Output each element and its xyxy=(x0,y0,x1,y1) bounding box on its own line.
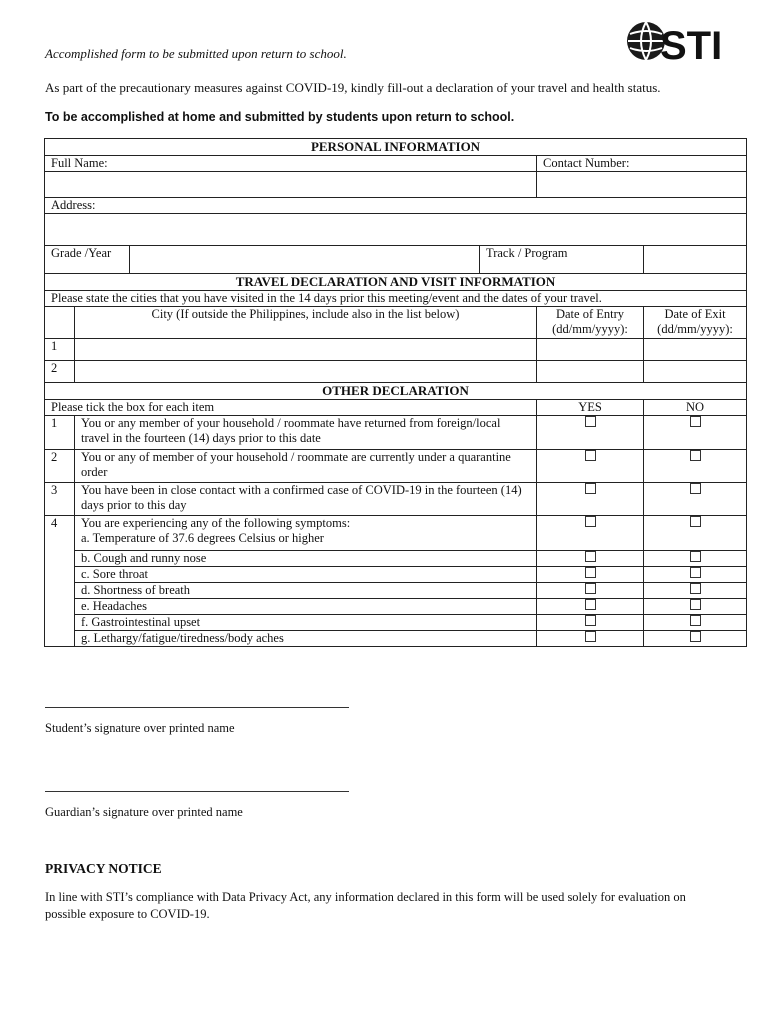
student-signature-line[interactable] xyxy=(45,707,349,708)
no-header: NO xyxy=(644,400,747,416)
full-name-field[interactable] xyxy=(45,172,537,198)
no-checkbox[interactable] xyxy=(644,615,747,631)
symptom-label: g. Lethargy/fatigue/tiredness/body aches xyxy=(75,631,537,647)
date-exit-field[interactable] xyxy=(644,339,747,361)
travel-instruction: Please state the cities that you have visited in the 14 days prior this meeting/event and the dates of your travel. xyxy=(45,291,747,307)
yes-checkbox[interactable] xyxy=(537,516,644,551)
symptom-label: b. Cough and runny nose xyxy=(75,551,537,567)
grade-year-field[interactable] xyxy=(130,246,480,274)
item-number: 4 xyxy=(45,516,75,647)
yes-checkbox[interactable] xyxy=(537,583,644,599)
yes-checkbox[interactable] xyxy=(537,416,644,450)
contact-number-field[interactable] xyxy=(537,172,747,198)
track-program-field[interactable] xyxy=(644,246,747,274)
personal-info-heading: PERSONAL INFORMATION xyxy=(45,139,747,156)
date-entry-header: Date of Entry (dd/mm/yyyy): xyxy=(537,307,644,339)
symptom-label: e. Headaches xyxy=(75,599,537,615)
yes-checkbox[interactable] xyxy=(537,450,644,483)
date-entry-field[interactable] xyxy=(537,339,644,361)
privacy-notice-title: PRIVACY NOTICE xyxy=(45,861,162,876)
bold-note: To be accomplished at home and submitted by students upon return to school. xyxy=(45,110,515,124)
item-text: You have been in close contact with a confirmed case of COVID-19 in the fourteen (14) days prior to this day xyxy=(75,483,537,516)
travel-row-number: 1 xyxy=(45,339,75,361)
grade-year-label: Grade /Year xyxy=(45,246,130,274)
other-declaration-heading: OTHER DECLARATION xyxy=(45,383,747,400)
item-text: You are experiencing any of the following symptoms: xyxy=(81,516,351,530)
no-checkbox[interactable] xyxy=(644,450,747,483)
yes-checkbox[interactable] xyxy=(537,551,644,567)
guardian-signature-line[interactable] xyxy=(45,791,349,792)
no-checkbox[interactable] xyxy=(644,567,747,583)
no-checkbox[interactable] xyxy=(644,416,747,450)
yes-checkbox[interactable] xyxy=(537,483,644,516)
symptom-label: a. Temperature of 37.6 degrees Celsius or higher xyxy=(81,531,324,545)
no-checkbox[interactable] xyxy=(644,516,747,551)
declaration-form xyxy=(44,138,747,647)
no-checkbox[interactable] xyxy=(644,483,747,516)
full-name-label: Full Name: xyxy=(45,156,537,172)
intro-text: As part of the precautionary measures against COVID-19, kindly fill-out a declaration of your travel and health status. xyxy=(45,80,661,95)
yes-checkbox[interactable] xyxy=(537,599,644,615)
item-text: You or any of member of your household / roommate are currently under a quarantine order xyxy=(75,450,537,483)
city-field[interactable] xyxy=(75,339,537,361)
symptom-label: d. Shortness of breath xyxy=(75,583,537,599)
yes-checkbox[interactable] xyxy=(537,615,644,631)
city-field[interactable] xyxy=(75,361,537,383)
symptom-label: c. Sore throat xyxy=(75,567,537,583)
item-text: You or any member of your household / roommate have returned from foreign/local travel in the fourteen (14) days prior to this date xyxy=(75,416,537,450)
address-label: Address: xyxy=(45,198,747,214)
no-checkbox[interactable] xyxy=(644,583,747,599)
no-checkbox[interactable] xyxy=(644,551,747,567)
student-signature-label: Student’s signature over printed name xyxy=(45,721,235,735)
guardian-signature-label: Guardian’s signature over printed name xyxy=(45,805,243,819)
symptom-label: f. Gastrointestinal upset xyxy=(75,615,537,631)
contact-number-label: Contact Number: xyxy=(537,156,747,172)
city-header: City (If outside the Philippines, include also in the list below) xyxy=(75,307,537,339)
item-number: 1 xyxy=(45,416,75,450)
date-exit-header: Date of Exit (dd/mm/yyyy): xyxy=(644,307,747,339)
sti-logo xyxy=(622,14,732,68)
privacy-notice-body: In line with STI’s compliance with Data Privacy Act, any information declared in this form will be used solely for evaluation on possible exposure to COVID-19. xyxy=(45,890,686,921)
item-number: 3 xyxy=(45,483,75,516)
tick-instruction: Please tick the box for each item xyxy=(45,400,537,416)
travel-heading: TRAVEL DECLARATION AND VISIT INFORMATION xyxy=(45,274,747,291)
no-checkbox[interactable] xyxy=(644,631,747,647)
yes-checkbox[interactable] xyxy=(537,567,644,583)
address-field[interactable] xyxy=(45,214,747,246)
symptom-item xyxy=(75,516,537,551)
date-entry-field[interactable] xyxy=(537,361,644,383)
item-number: 2 xyxy=(45,450,75,483)
date-exit-field[interactable] xyxy=(644,361,747,383)
no-checkbox[interactable] xyxy=(644,599,747,615)
track-program-label: Track / Program xyxy=(480,246,644,274)
yes-checkbox[interactable] xyxy=(537,631,644,647)
travel-row-number: 2 xyxy=(45,361,75,383)
yes-header: YES xyxy=(537,400,644,416)
form-subtitle: Accomplished form to be submitted upon return to school. xyxy=(45,46,347,61)
logo-text: STI xyxy=(660,24,723,68)
